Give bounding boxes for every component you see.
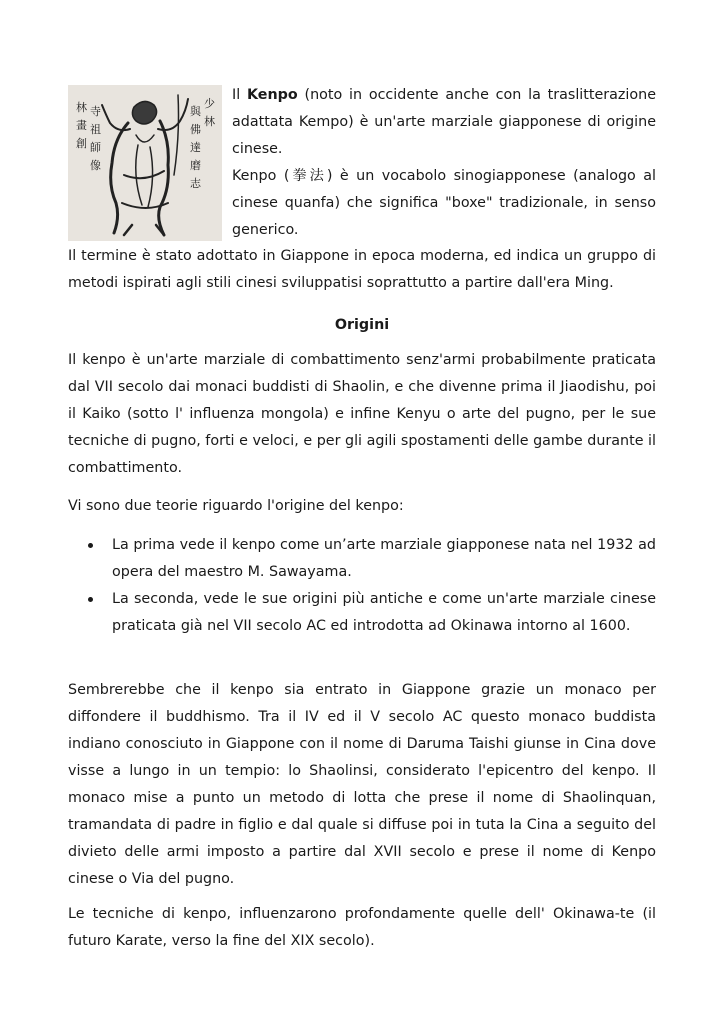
intro-continuation: Il termine è stato adottato in Giappone in epoca moderna, ed indica un gruppo di metodi ispirati agli stili cinesi sviluppatisi soprattutto a partire dall'era Ming. — [68, 248, 656, 291]
svg-text:達: 達 — [190, 141, 201, 154]
monk-drawing-icon — [68, 85, 222, 241]
paragraph-theories-intro: Vi sono due teorie riguardo l'origine del kenpo: — [68, 498, 404, 514]
bullet-dot-icon — [88, 597, 93, 602]
paragraph-origins: Il kenpo è un'arte marziale di combattimento senz'armi probabilmente praticata dal VII secolo dai monaci buddisti di Shaolin, e che divenne prima il Jiaodishu, poi il Kaiko (sotto l' influenza mongola) e infine Kenyu o arte del pugno, per le sue tecniche di pugno, forti e veloci, e per gli agili spostamenti delle gambe durante il combattimento. — [68, 352, 656, 476]
paragraph-okinawa: Le tecniche di kenpo, influenzarono profondamente quelle dell' Okinawa-te (il futuro Karate, verso la fine del XIX secolo). — [68, 906, 656, 949]
term-kenpo: Kenpo — [246, 87, 298, 103]
intro-paragraph-2: Kenpo (拳法) è un vocabolo sinogiapponese (analogo al cinese quanfa) che significa "boxe" tradizionale, in senso generico. — [232, 168, 657, 238]
cjk-term: 拳法 — [289, 168, 327, 184]
svg-text:磨: 磨 — [190, 159, 201, 172]
calligraphy-left-1: 林 — [76, 101, 87, 114]
svg-text:少: 少 — [204, 97, 215, 110]
theories-list — [68, 532, 656, 640]
svg-text:林: 林 — [204, 115, 215, 128]
bodhidharma-illustration — [68, 85, 222, 241]
svg-text:像: 像 — [90, 159, 101, 172]
svg-text:師: 師 — [90, 141, 101, 154]
paragraph-daruma: Sembrerebbe che il kenpo sia entrato in Giappone grazie un monaco per diffondere il buddhismo. Tra il IV ed il V secolo AC questo monaco buddista indiano conosciuto in Giappone con il nome di Daruma Taishi giunse in Cina dove visse a lungo in un tempio: lo Shaolinsi, considerato l'epicentro del kenpo. Il monaco mise a punto un metodo di lotta che prese il nome di Shaolinquan, tramandata di padre in figlio e dal quale si diffuse poi in tuta la Cina a seguito del divieto delle armi imposto a partire dal XVII secolo e prese il nome di Kenpo cinese o Via del pugno. — [68, 682, 656, 887]
section-heading-origini: Origini — [334, 317, 390, 333]
svg-text:佛: 佛 — [190, 123, 201, 136]
intro-block — [232, 82, 656, 244]
list-item: La prima vede il kenpo come un’arte marziale giapponese nata nel 1932 ad opera del maestro M. Sawayama. — [68, 532, 656, 586]
bullet-dot-icon — [88, 543, 93, 548]
svg-text:與: 與 — [190, 105, 201, 118]
svg-text:寺: 寺 — [90, 105, 101, 118]
intro-paragraph-1: Il Kenpo (noto in occidente anche con la traslitterazione adattata Kempo) è un'arte marziale giapponese di origine cinese. — [232, 87, 656, 157]
list-item: La seconda, vede le sue origini più antiche e come un'arte marziale cinese praticata già nel VII secolo AC ed introdotta ad Okinawa intorno al 1600. — [68, 586, 656, 640]
svg-text:祖: 祖 — [90, 123, 101, 136]
svg-text:創: 創 — [76, 137, 87, 150]
svg-text:畫: 畫 — [76, 119, 87, 132]
svg-text:志: 志 — [190, 177, 201, 190]
